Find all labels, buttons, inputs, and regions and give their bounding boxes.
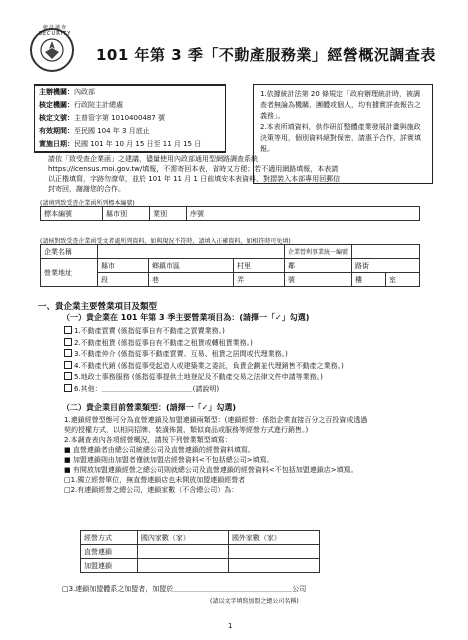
address-label: 營業地址 [41, 259, 98, 287]
number-caption: (請填列致受查企業函所列標本編號) [40, 200, 135, 207]
desc-line: 契約授權方式，以相同招牌、裝潢佈置、類似商品或服務等經營方式進行銷售。) [64, 426, 309, 434]
addr-unit[interactable]: 室 [386, 273, 420, 287]
checkbox[interactable] [64, 349, 72, 357]
tax-id-field[interactable] [352, 245, 420, 259]
checkbox[interactable] [64, 338, 72, 346]
chain-header: 國外家數（家） [228, 531, 319, 545]
desc-line: 2.本調查表內各項經營概況，請按下列營業類型填寫： [64, 436, 232, 444]
note-1: 1.依據統計法第 20 條規定「政府辦理統計時，被調查者無論為機關、團體或個人，均有據實詳查報告之義務」。 [260, 90, 421, 120]
page-number: 1 [228, 622, 233, 630]
chain-row-label: 加盟連鎖 [81, 559, 138, 573]
option-item[interactable]: 1.不動產買賣 (係指從事自有不動產之買賣業務。) [64, 326, 444, 338]
addr-unit[interactable]: 號 [285, 273, 352, 287]
sample-number-table [40, 206, 420, 221]
intro-line: https://icensus.moi.gov.tw/填報，不需寄回本表，省時又方便；若不適用網路填報，本表請 [48, 165, 339, 173]
checkbox[interactable] [64, 384, 72, 392]
logo-text: 統計調查 SECURITY [38, 25, 72, 37]
option-item[interactable]: 5.地政士事務服務 (係指從事提供土地登記及不動產交易之法律文件申請等業務。) [64, 372, 444, 384]
industry-cell[interactable]: 業別 [150, 207, 187, 221]
foreign-direct-field[interactable] [228, 545, 319, 559]
tax-id-label: 企業營利事業統一編號 [285, 245, 352, 259]
addr-unit[interactable]: 縣市 [98, 259, 149, 273]
intro-line: 以正楷填寫，字跡勿潦草，並於 101 年 11 月 1 日前填安本表資料，對摺裝入本部專用回郵信 [48, 175, 341, 183]
addr-unit[interactable]: 弄 [234, 273, 285, 287]
addr-unit[interactable]: 鄰 [285, 259, 352, 273]
note-2: 2.本表所填資料，供作研訂整體產業發展計畫與施政決策等用，個別資料絕對保密，請惠予合作，詳實填報。 [260, 123, 421, 153]
option-item[interactable]: 3.不動產仲介 (係指從事不動產買賣、互易、租賃之居間或代理業務。) [64, 349, 444, 361]
addr-unit[interactable]: 段 [98, 273, 149, 287]
franchisee-option[interactable]: □3.連鎖加盟體系之加盟者，加盟於＿＿＿＿＿＿＿＿＿＿＿＿＿＿＿＿＿公司 [62, 585, 307, 593]
meta-box [34, 84, 226, 153]
addr-unit[interactable]: 鄉鎮市區 [149, 259, 234, 273]
franchisee-note: (請以文字填寫加盟之總公司名稱) [210, 598, 299, 605]
company-name-field[interactable] [98, 245, 285, 259]
checkbox[interactable] [64, 326, 72, 334]
meta-row: 主辦機關：內政部 [39, 88, 95, 96]
meta-row: 核定文號：主普管字第 1010400487 號 [39, 114, 165, 122]
intro-text [48, 154, 448, 194]
chain-header: 國內家數（家） [137, 531, 228, 545]
addr-unit[interactable]: 村里 [234, 259, 285, 273]
type-description [64, 415, 444, 495]
foreign-franchise-field[interactable] [228, 559, 319, 573]
addr-unit[interactable]: 路街 [352, 259, 420, 273]
section1-title: 一、貴企業主要營業項目及類型 [38, 302, 158, 312]
meta-row: 有效期間：至民國 104 年 3 月底止 [39, 127, 150, 135]
option-item[interactable]: 2.不動產租賃 (係指從事自有不動產之租賃或轉租賃業務。) [64, 338, 444, 350]
serial-cell[interactable]: 序號 [187, 207, 420, 221]
chain-header: 經營方式 [81, 531, 138, 545]
meta-row: 實施日期：民國 101 年 10 月 15 日至 11 月 15 日 [39, 140, 202, 148]
option-independent[interactable]: □1.獨立經營單位，無直營連鎖店也未開放加盟連鎖經營者 [64, 476, 246, 484]
option-item[interactable]: 4.不動產代銷 (係指從事受起造人或建築業之委託，負責企劃並代理銷售不動產之業務。) [64, 361, 444, 373]
question-1: （一）貴企業在 101 年第 3 季主要營業項目為：(請擇一「✓」勾選) [62, 313, 310, 322]
addr-unit[interactable]: 巷 [149, 273, 234, 287]
option-item[interactable]: 6.其他：＿＿＿＿＿＿＿＿＿＿＿＿＿(請說明) [64, 384, 444, 396]
page-title: 101 年第 3 季「不動產服務業」經營概況調查表 [96, 46, 436, 64]
desc-line: ■ 有開放加盟連鎖經營之總公司則就總公司及直營連鎖的經營資料<不包括加盟連鎖店>填寫。 [64, 466, 358, 474]
question-2: （二）貴企業目前營業類型：(請擇一「✓」勾選) [62, 403, 237, 412]
chain-row-label: 直營連鎖 [81, 545, 138, 559]
intro-line: 請依「致受查企業函」之建議，儘量使用內政部通用型網路調查系統 [48, 155, 258, 163]
chain-count-table [80, 530, 320, 573]
desc-line: ■ 直營連鎖者由總公司統總公司及直營連鎖的經營資料填寫。 [64, 446, 255, 454]
addr-unit[interactable]: 樓 [352, 273, 386, 287]
checkbox[interactable] [64, 372, 72, 380]
meta-row: 核定機關：行政院主計總處 [39, 101, 123, 109]
county-cell[interactable]: 縣市別 [103, 207, 150, 221]
checkbox[interactable] [64, 361, 72, 369]
option-headquarters[interactable]: □2.有連鎖經營之總公司，連鎖家數（不含總公司）為： [64, 486, 239, 494]
options-list [64, 326, 444, 395]
company-name-label: 企業名稱 [41, 245, 98, 259]
sample-label: 標本編號 [41, 207, 103, 221]
seal-icon [39, 37, 65, 63]
domestic-franchise-field[interactable] [137, 559, 228, 573]
company-caption: (請核對致受查企業函受文者處所列資料，如與現況不符時，請填入正確資料，如相符時可免填) [40, 238, 291, 245]
desc-line: 1.連鎖經營型態可分為直營連鎖及加盟連鎖兩類型：(連鎖經營：係指企業直接百分之百投資或透過 [64, 416, 368, 424]
company-table [40, 244, 420, 287]
desc-line: ■ 加盟連鎖則由加盟者僅就加盟店經營資料<不包括總公司>填寫。 [64, 456, 274, 464]
domestic-direct-field[interactable] [137, 545, 228, 559]
intro-line: 封寄回，謝謝您的合作。 [48, 185, 125, 193]
